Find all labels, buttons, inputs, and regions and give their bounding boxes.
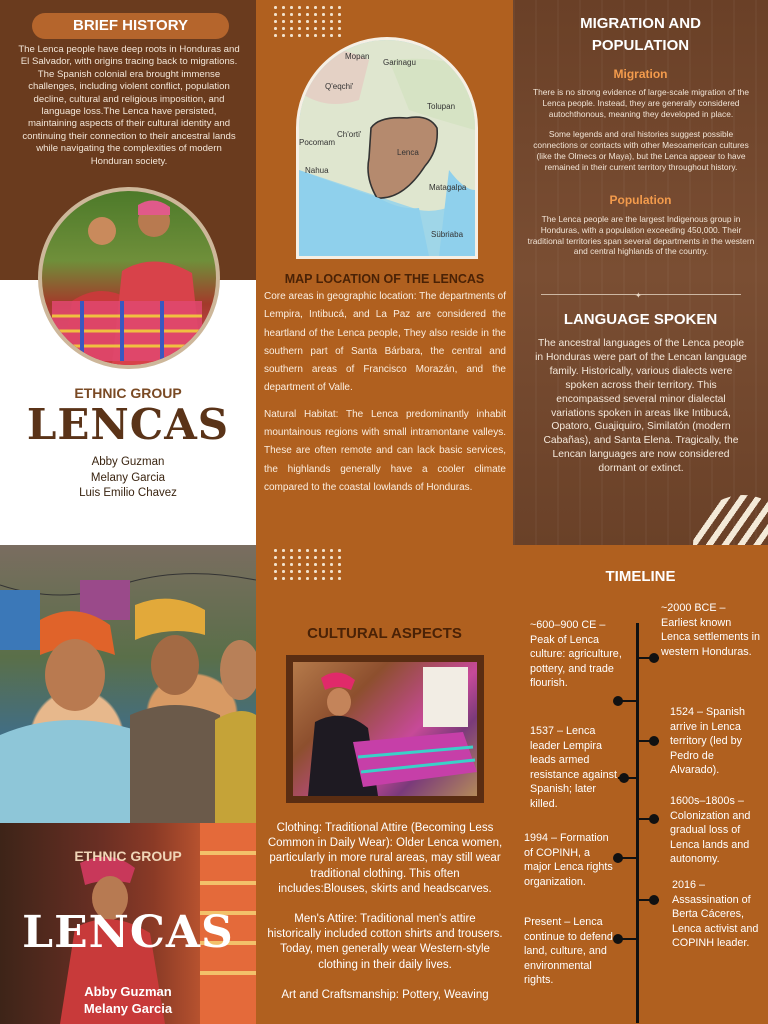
timeline-marker (649, 895, 659, 905)
timeline-marker (649, 736, 659, 746)
cultural-aspects-panel (256, 545, 513, 1024)
map-label: Matagalpa (429, 183, 467, 192)
timeline-panel (513, 545, 768, 1024)
timeline-marker (649, 814, 659, 824)
author-name: Abby Guzman (84, 984, 172, 999)
weaving-photo-frame (286, 655, 484, 803)
map-label: Garinagu (383, 58, 416, 67)
map-panel (256, 0, 513, 545)
dot-pattern (274, 549, 346, 584)
timeline-event: 1537 – Lenca leader Lempira leads armed resistance against Spanish; later killed. (530, 725, 618, 810)
migration-paragraph: There is no strong evidence of large-scale migration of the Lenca people. Instead, they are generally considered autochthonous, meaning they developed in place. (532, 87, 749, 119)
cultural-paragraph: Clothing: Traditional Attire (Becoming Less Common in Daily Wear): Older Lenca women, particularly in more rural areas, may still wear traditional clothing. This often includes:Blouses, skirts and headscarves. (267, 822, 503, 895)
timeline-marker (649, 653, 659, 663)
timeline-marker (613, 934, 623, 944)
migration-paragraph: Some legends and oral histories suggest possible connections or contacts with other Mesoamerican cultures (like the Olmecs or Maya), but the Lenca appear to have remained in their current territory throughout history. (533, 129, 749, 172)
timeline-event: ~600–900 CE – Peak of Lenca culture: agriculture, pottery, and trade flourish. (530, 619, 622, 690)
timeline-marker (619, 773, 629, 783)
map-label: Pocomam (299, 138, 336, 147)
brief-history-title: BRIEF HISTORY (32, 13, 229, 39)
timeline-title: TIMELINE (605, 568, 676, 585)
migration-language-panel (513, 0, 768, 545)
author-name: Melany Garcia (90, 471, 166, 484)
cultural-text (266, 821, 504, 1003)
map-label: Tolupan (427, 102, 456, 111)
map-label: Mopan (345, 52, 370, 61)
map-label: Lenca (397, 148, 419, 157)
brief-history-text: The Lenca people have deep roots in Honduras and El Salvador, with origins tracing back to migrations. The Spanish colonial era brought immense challenges, including violent conflict, population decline, cultural and religious imposition, and language loss.The Lenca have persisted, maintaining aspects of their cultural identity and continuing their connection to their ancestral lands while navigating the complexities of modern Honduran society. (18, 44, 240, 167)
language-text: The ancestral languages of the Lenca people in Honduras were part of the Lencan language family. Historically, various dialects were spoken across their territory. This encompassed several minor dialectal variations spoken in areas like Intibucá, Opatoro, Guajiquiro, Similatón (modern Cabañas), and Santa Elena. Tragically, the Lencan languages are now considered dormant or extinct. (535, 338, 747, 475)
lenca-map (296, 37, 478, 259)
back-cover-title: LENCAS (22, 907, 234, 958)
photo-illustration (293, 662, 477, 796)
back-cover-panel (0, 545, 256, 1024)
map-label: Ch'orti' (337, 130, 362, 139)
divider-ornament-icon: ✦ (635, 291, 642, 300)
weaving-photo (293, 662, 477, 796)
timeline-marker (613, 696, 623, 706)
timeline-marker (613, 853, 623, 863)
map-label: Sübriaba (431, 230, 464, 239)
timeline-event: ~2000 BCE – Earliest known Lenca settlements in western Honduras. (661, 602, 761, 658)
timeline-event: 1994 – Formation of COPINH, a major Lenca rights organization. (524, 832, 613, 888)
author-name: Melany Garcia (83, 1001, 173, 1016)
lenca-women-group-photo (0, 545, 256, 825)
timeline-event: Present – Lenca continue to defend land, culture, and environmental rights. (524, 916, 613, 987)
photo-illustration (42, 191, 216, 365)
author-name: Luis Emilio Chavez (79, 487, 177, 499)
migration-title: MIGRATION AND POPULATION (580, 15, 701, 54)
map-description (264, 288, 506, 497)
ethnic-group-label: ETHNIC GROUP (74, 848, 182, 864)
cultural-aspects-title: CULTURAL ASPECTS (307, 625, 462, 642)
timeline-event: 1600s–1800s – Colonization and gradual loss of Lenca lands and autonomy. (670, 795, 751, 866)
population-heading: Population (609, 193, 672, 207)
photo-illustration (0, 545, 256, 825)
cultural-paragraph: Art and Craftsmanship: Pottery, Weaving (281, 988, 489, 1001)
stripe-ornament (693, 495, 768, 545)
map-label: Nahua (305, 166, 329, 175)
author-name: Abby Guzman (91, 456, 165, 468)
timeline-axis (636, 623, 639, 1023)
population-text: The Lenca people are the largest Indigenous group in Honduras, with a population exceeding 450,000. Their traditional territories span several departments in the western and central highlands of the country. (527, 214, 755, 257)
cultural-paragraph: Men's Attire: Traditional men's attire historically included cotton shirts and trousers. Today, men generally wear Western-style clothing in their daily lives. (267, 913, 503, 971)
timeline-event: 1524 – Spanish arrive in Lenca territory (led by Pedro de Alvarado). (670, 706, 746, 777)
language-title: LANGUAGE SPOKEN (563, 311, 718, 328)
brief-history-panel (0, 0, 256, 545)
map-title: MAP LOCATION OF THE LENCAS (284, 272, 485, 286)
map-shapes (299, 40, 475, 256)
ethnic-group-label: ETHNIC GROUP (74, 385, 182, 401)
dot-pattern (274, 6, 346, 41)
map-paragraph: Core areas in geographic location: The departments of Lempira, Intibucá, and La Paz are considered the heartland of the Lenca people, They also reside in the southern part of Santa Bárbara, the central and southern areas of Francisco Morazán, and the department of Valle. (264, 291, 506, 394)
lenca-women-photo (38, 187, 220, 369)
migration-text (527, 87, 755, 173)
map-paragraph: Natural Habitat: The Lenca predominantly inhabit mountainous regions with small intramontane valleys. These are often remote and can lack basic services, the highlands generally have a cooler climate compared to the coastal lowlands of Honduras. (264, 408, 506, 493)
migration-heading: Migration (613, 67, 668, 81)
author-list (0, 455, 256, 502)
map-label: Q'eqchi' (325, 82, 354, 91)
author-list (0, 983, 256, 1017)
timeline-event: 2016 – Assassination of Berta Cáceres, Lenca activist and COPINH leader. (672, 879, 759, 950)
cover-title: LENCAS (26, 400, 230, 449)
